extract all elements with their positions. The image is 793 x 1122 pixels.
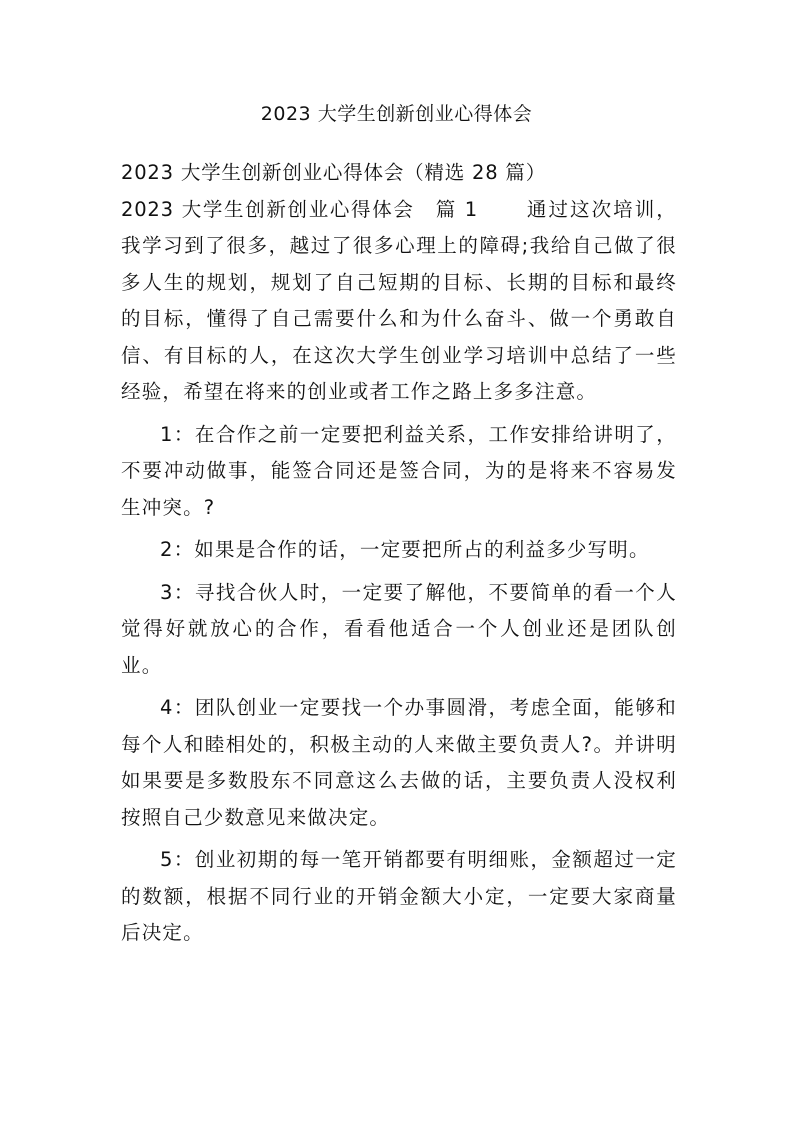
intro-paragraph — [121, 192, 677, 411]
point-paragraph-3: 3：寻找合伙人时，一定要了解他，不要简单的看一个人觉得好就放心的合作，看看他适合一个人创业还是团队创业。 — [121, 580, 677, 677]
point-paragraph-4: 4：团队创业一定要找一个办事圆滑，考虑全面，能够和每个人和睦相处的，积极主动的人来做主要负责人?。并讲明如果要是多数股东不同意这么去做的话，主要负责人没权利按照自己少数意见来做决定。 — [121, 696, 677, 829]
point-paragraph-5: 5：创业初期的每一笔开销都要有明细账，金额超过一定的数额，根据不同行业的开销金额大小定，一定要大家商量后决定。 — [121, 848, 677, 944]
point-paragraph-2: 2：如果是合作的话，一定要把所占的利益多少写明。 — [160, 538, 650, 561]
intro-text: 通过这次培训，我学习到了很多，越过了很多心理上的障碍;我给自己做了很多人生的规划，规划了自己短期的目标、长期的目标和最终的目标，懂得了自己需要什么和为什么奋斗、做一个勇敢自信、有目标的人，在这次大学生创业学习培训中总结了一些经验，希望在将来的创业或者工作之路上多多注意。 — [121, 197, 677, 403]
section-heading: 2023 大学生创新创业心得体会 篇 1 — [121, 197, 478, 221]
document-body — [121, 155, 677, 952]
document-subtitle: 2023 大学生创新创业心得体会（精选 28 篇） — [121, 161, 547, 184]
point-paragraph-1: 1：在合作之前一定要把利益关系，工作安排给讲明了，不要冲动做事，能签合同还是签合同，为的是将来不容易发生冲突。? — [121, 422, 677, 519]
document-title: 2023 大学生创新创业心得体会 — [260, 103, 533, 125]
